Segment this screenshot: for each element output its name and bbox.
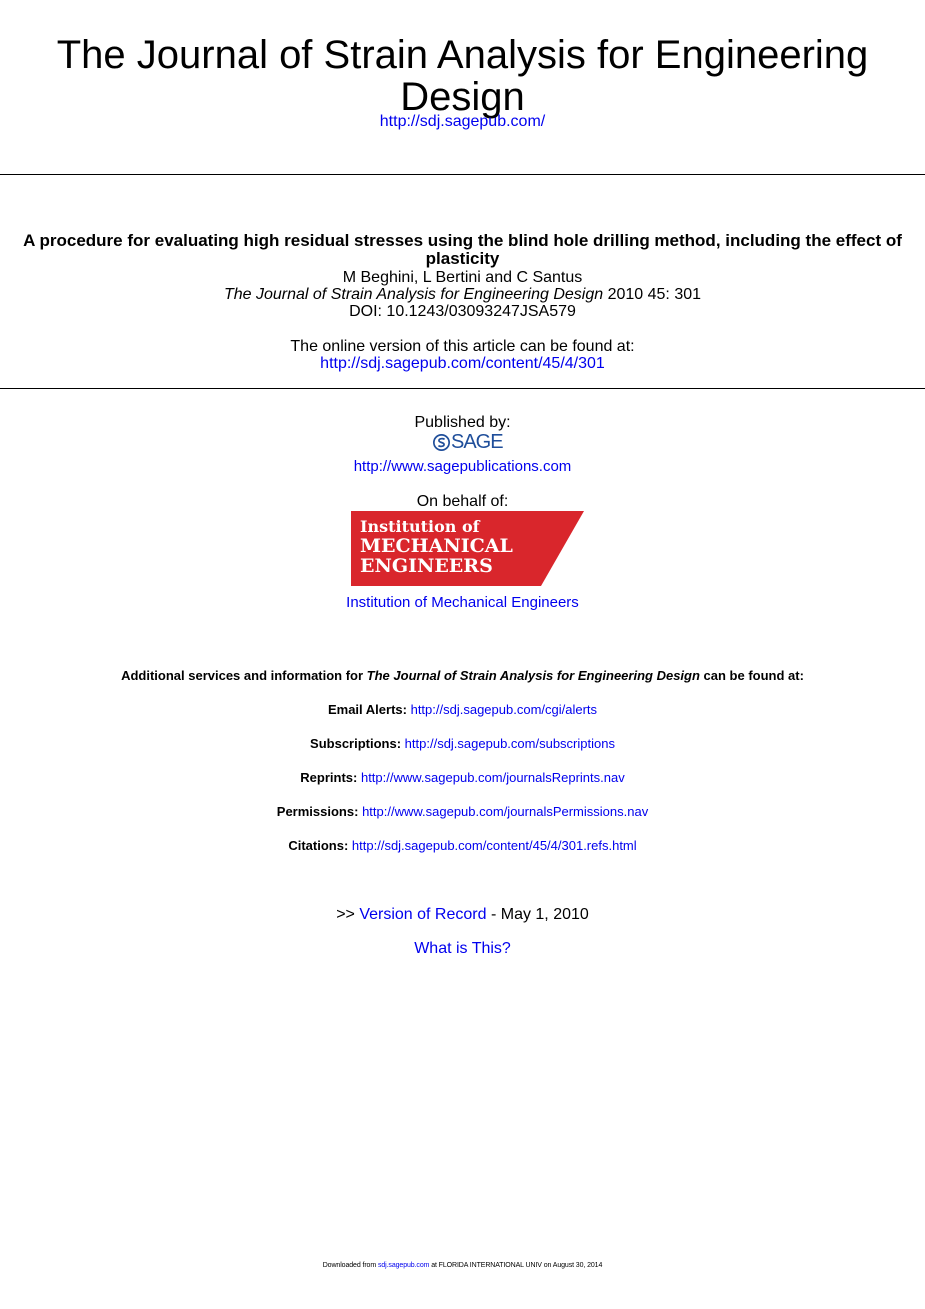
service-label: Permissions: xyxy=(276,804,359,819)
service-subscriptions xyxy=(0,736,925,751)
divider-top xyxy=(0,174,925,175)
version-of-record-link[interactable]: Version of Record xyxy=(359,906,487,923)
on-behalf-label: On behalf of: xyxy=(416,493,509,510)
imeche-logo[interactable] xyxy=(351,511,584,586)
journal-title: The Journal of Strain Analysis for Engineering Design xyxy=(56,33,869,119)
journal-url-link[interactable]: http://sdj.sagepub.com/ xyxy=(379,113,546,130)
sage-emblem-icon xyxy=(433,434,450,451)
article-citation xyxy=(0,286,925,303)
what-is-this-link[interactable]: What is This? xyxy=(414,940,511,957)
email-alerts-link[interactable]: http://sdj.sagepub.com/cgi/alerts xyxy=(410,702,598,717)
footer-prefix: Downloaded from xyxy=(322,1262,378,1269)
service-citations xyxy=(0,838,925,853)
services-heading xyxy=(0,668,925,683)
service-permissions xyxy=(0,804,925,819)
imeche-link[interactable]: Institution of Mechanical Engineers xyxy=(346,594,579,611)
footer-suffix: at FLORIDA INTERNATIONAL UNIV on August 30, 2014 xyxy=(429,1262,603,1269)
imeche-logo-line-1: Institution of xyxy=(360,517,480,536)
permissions-link[interactable]: http://www.sagepub.com/journalsPermissions.nav xyxy=(362,804,649,819)
service-label: Citations: xyxy=(288,838,349,853)
subscriptions-link[interactable]: http://sdj.sagepub.com/subscriptions xyxy=(404,736,615,751)
version-date: - May 1, 2010 xyxy=(486,906,589,923)
divider-middle xyxy=(0,388,925,389)
article-authors: M Beghini, L Bertini and C Santus xyxy=(342,269,583,286)
citation-volume: 2010 45: 301 xyxy=(603,286,702,303)
citation-journal-name: The Journal of Strain Analysis for Engineering Design xyxy=(223,286,604,303)
published-by-label: Published by: xyxy=(414,414,511,431)
version-prefix: >> xyxy=(336,906,360,923)
sage-wordmark: SAGE xyxy=(451,431,503,453)
article-doi: DOI: 10.1243/03093247JSA579 xyxy=(349,303,576,320)
online-version-link[interactable]: http://sdj.sagepub.com/content/45/4/301 xyxy=(320,355,605,372)
service-reprints xyxy=(0,770,925,785)
online-version-label: The online version of this article can be found at: xyxy=(290,338,635,355)
service-label: Email Alerts: xyxy=(327,702,407,717)
services-heading-journal: The Journal of Strain Analysis for Engineering Design xyxy=(366,668,700,683)
citations-link[interactable]: http://sdj.sagepub.com/content/45/4/301.refs.html xyxy=(351,838,637,853)
services-heading-suffix: can be found at: xyxy=(699,668,804,683)
service-email-alerts xyxy=(0,702,925,717)
imeche-logo-line-3: ENGINEERS xyxy=(360,555,493,577)
service-label: Subscriptions: xyxy=(310,736,402,751)
services-heading-prefix: Additional services and information for xyxy=(121,668,367,683)
footer-site-link[interactable]: sdj.sagepub.com xyxy=(377,1262,430,1269)
imeche-logo-line-2: MECHANICAL xyxy=(360,535,513,557)
sage-publications-link[interactable]: http://www.sagepublications.com xyxy=(353,458,572,475)
version-of-record-line xyxy=(0,906,925,924)
service-label: Reprints: xyxy=(300,770,358,785)
sage-logo[interactable] xyxy=(433,431,503,453)
article-title: A procedure for evaluating high residual stresses using the blind hole drilling method, including the effect of plasticity xyxy=(23,231,902,268)
reprints-link[interactable]: http://www.sagepub.com/journalsReprints.nav xyxy=(360,770,625,785)
download-footer xyxy=(0,1262,925,1269)
